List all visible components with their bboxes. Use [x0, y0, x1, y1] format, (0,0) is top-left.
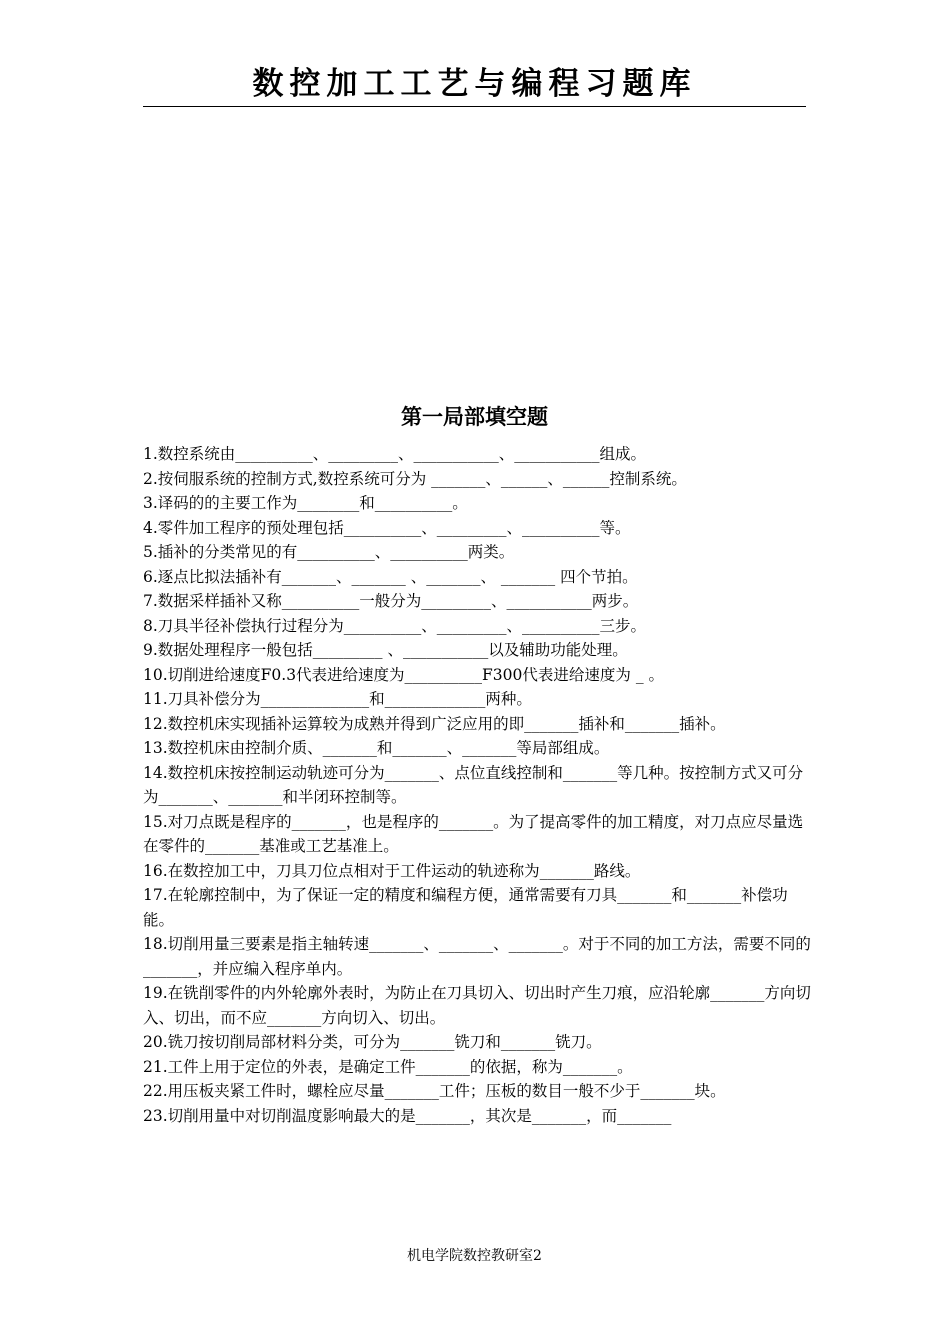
- question-item: 1.数控系统由__________、_________、___________、___________组成。: [143, 445, 647, 463]
- question-item: 21.工件上用于定位的外表，是确定工件_______的依据，称为_______。: [143, 1057, 633, 1076]
- question-item: 16.在数控加工中，刀具刀位点相对于工件运动的轨迹称为_______路线。: [143, 861, 641, 880]
- question-item: 4.零件加工程序的预处理包括__________、_________、__________等。: [143, 518, 631, 537]
- question-item: 23.切削用量中对切削温度影响最大的是_______，其次是_______，而_______: [143, 1106, 672, 1125]
- question-item: 5.插补的分类常见的有__________、__________两类。: [143, 543, 515, 561]
- document-title: 数控加工工艺与编程习题库: [252, 66, 697, 102]
- question-item: 22.用压板夹紧工件时，螺栓应尽量_______工件；压板的数目一般不少于_______块。: [143, 1082, 726, 1100]
- question-item: 10.切削进给速度F0.3代表进给速度为__________F300代表进给速度为 _ 。: [143, 665, 664, 684]
- question-item: 18.切削用量三要素是指主轴转速_______、_______、_______。对于不同的加工方法，需要不同的_______，并应编入程序单内。: [143, 935, 811, 978]
- question-list: [143, 442, 811, 1128]
- question-item: 11.刀具补偿分为______________和_____________两种。: [143, 690, 532, 708]
- question-item: 19.在铣削零件的内外轮廓外表时，为防止在刀具切入、切出时产生刀痕，应沿轮廓_______方向切入、切出，而不应_______方向切入、切出。: [143, 984, 811, 1027]
- question-item: 8.刀具半径补偿执行过程分为__________、_________、__________三步。: [143, 616, 647, 635]
- question-item: 2.按伺服系统的控制方式,数控系统可分为 _______、______、______控制系统。: [143, 469, 687, 488]
- question-item: 3.译码的的主要工作为________和__________。: [143, 494, 468, 512]
- question-item: 15.对刀点既是程序的_______，也是程序的_______。为了提高零件的加工精度，对刀点应尽量选在零件的_______基准或工艺基准上。: [143, 812, 804, 855]
- section-heading: 第一局部填空题: [401, 405, 548, 429]
- page-footer: 机电学院数控教研室2: [407, 1248, 542, 1264]
- question-item: 12.数控机床实现插补运算较为成熟并得到广泛应用的即_______插补和_______插补。: [143, 714, 726, 733]
- question-item: 13.数控机床由控制介质、_______和_______、_______等局部组成。: [143, 739, 610, 757]
- title-underline: [143, 106, 806, 107]
- question-item: 9.数据处理程序一般包括_________ 、___________以及辅助功能处理。: [143, 641, 628, 659]
- question-item: 7.数据采样插补又称__________一般分为_________、___________两步。: [143, 592, 639, 610]
- question-item: 17.在轮廓控制中，为了保证一定的精度和编程方便，通常需要有刀具_______和_______补偿功能。: [143, 886, 788, 929]
- question-item: 20.铣刀按切削局部材料分类，可分为_______铣刀和_______铣刀。: [143, 1033, 602, 1051]
- question-item: 14.数控机床按控制运动轨迹可分为_______、点位直线控制和_______等几种。按控制方式又可分为_______、_______和半闭环控制等。: [143, 763, 804, 806]
- question-item: 6.逐点比拟法插补有_______、_______ 、_______、 _______ 四个节拍。: [143, 567, 638, 586]
